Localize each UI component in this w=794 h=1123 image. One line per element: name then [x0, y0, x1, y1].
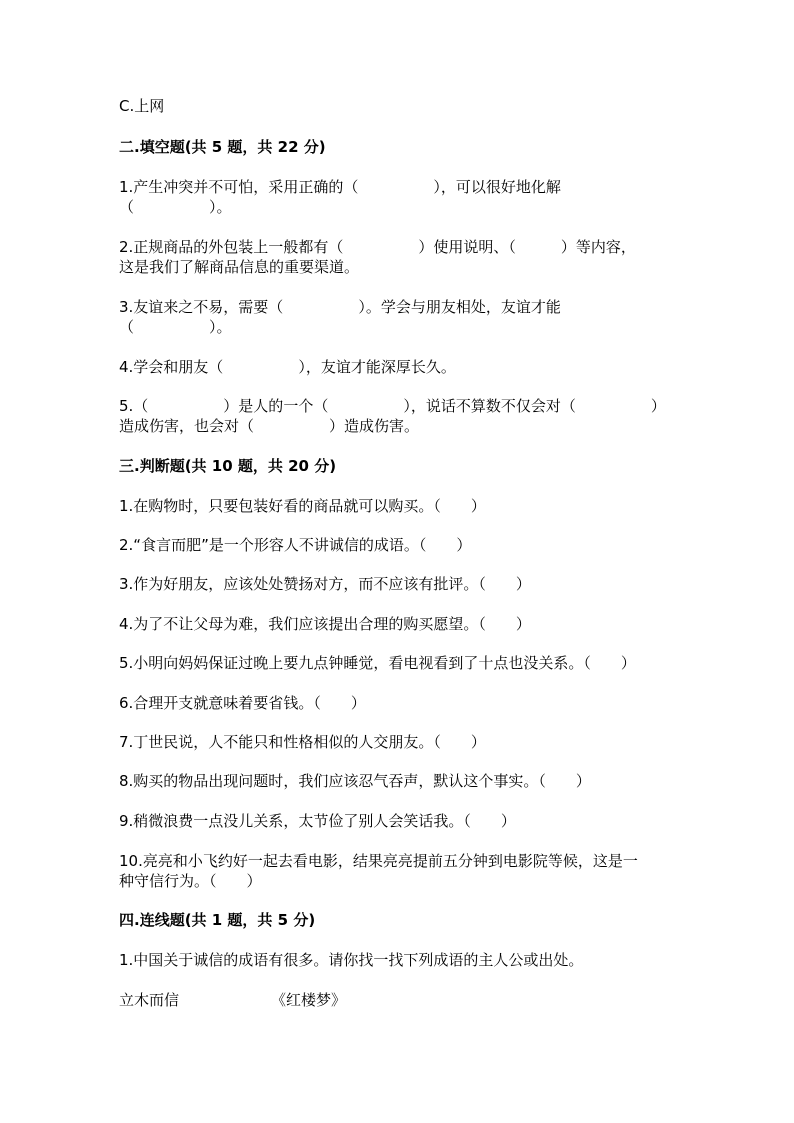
- judge-item-2: 2.“食言而肥”是一个形容人不讲诚信的成语。（ ）: [119, 536, 472, 554]
- judge-item-4: 4.为了不让父母为难，我们应该提出合理的购买愿望。（ ）: [119, 615, 531, 633]
- fill-q1-line1: 1.产生冲突并不可怕，采用正确的（ ），可以很好地化解: [119, 178, 561, 196]
- judge-item-7: 7.丁世民说，人不能只和性格相似的人交朋友。（ ）: [119, 733, 486, 751]
- fill-q3-line2: （ ）。: [119, 318, 232, 336]
- match-left-item: 立木而信: [119, 991, 180, 1009]
- section4-heading: 四.连线题(共 1 题，共 5 分): [119, 911, 316, 929]
- section2-heading: 二.填空题(共 5 题，共 22 分): [119, 138, 326, 156]
- fill-q5-line1: 5.（ ）是人的一个（ ），说话不算数不仅会对（ ）: [119, 397, 666, 415]
- judge-item-10-line2: 种守信行为。（ ）: [119, 872, 262, 890]
- judge-item-6: 6.合理开支就意味着要省钱。（ ）: [119, 694, 366, 712]
- judge-item-3: 3.作为好朋友，应该处处赞扬对方，而不应该有批评。（ ）: [119, 575, 531, 593]
- option-c: C.上网: [119, 97, 165, 115]
- fill-q2-line2: 这是我们了解商品信息的重要渠道。: [119, 258, 360, 276]
- match-right-item: 《红楼梦》: [271, 991, 347, 1009]
- fill-q4-line1: 4.学会和朋友（ ），友谊才能深厚长久。: [119, 358, 456, 376]
- judge-item-10-line1: 10.亮亮和小飞约好一起去看电影，结果亮亮提前五分钟到电影院等候，这是一: [119, 852, 638, 870]
- judge-item-8: 8.购买的物品出现问题时，我们应该忍气吞声，默认这个事实。（ ）: [119, 772, 591, 790]
- fill-q5-line2: 造成伤害，也会对（ ）造成伤害。: [119, 417, 420, 435]
- fill-q1-line2: （ ）。: [119, 198, 232, 216]
- fill-q2-line1: 2.正规商品的外包装上一般都有（ ）使用说明、（ ）等内容，: [119, 238, 636, 256]
- judge-item-1: 1.在购物时，只要包装好看的商品就可以购买。（ ）: [119, 497, 486, 515]
- fill-q3-line1: 3.友谊来之不易，需要（ ）。学会与朋友相处，友谊才能: [119, 298, 561, 316]
- judge-item-5: 5.小明向妈妈保证过晚上要九点钟睡觉，看电视看到了十点也没关系。（ ）: [119, 654, 636, 672]
- judge-item-9: 9.稍微浪费一点没儿关系，太节俭了别人会笑话我。（ ）: [119, 812, 516, 830]
- match-q1: 1.中国关于诚信的成语有很多。请你找一找下列成语的主人公或出处。: [119, 951, 584, 969]
- section3-heading: 三.判断题(共 10 题，共 20 分): [119, 457, 337, 475]
